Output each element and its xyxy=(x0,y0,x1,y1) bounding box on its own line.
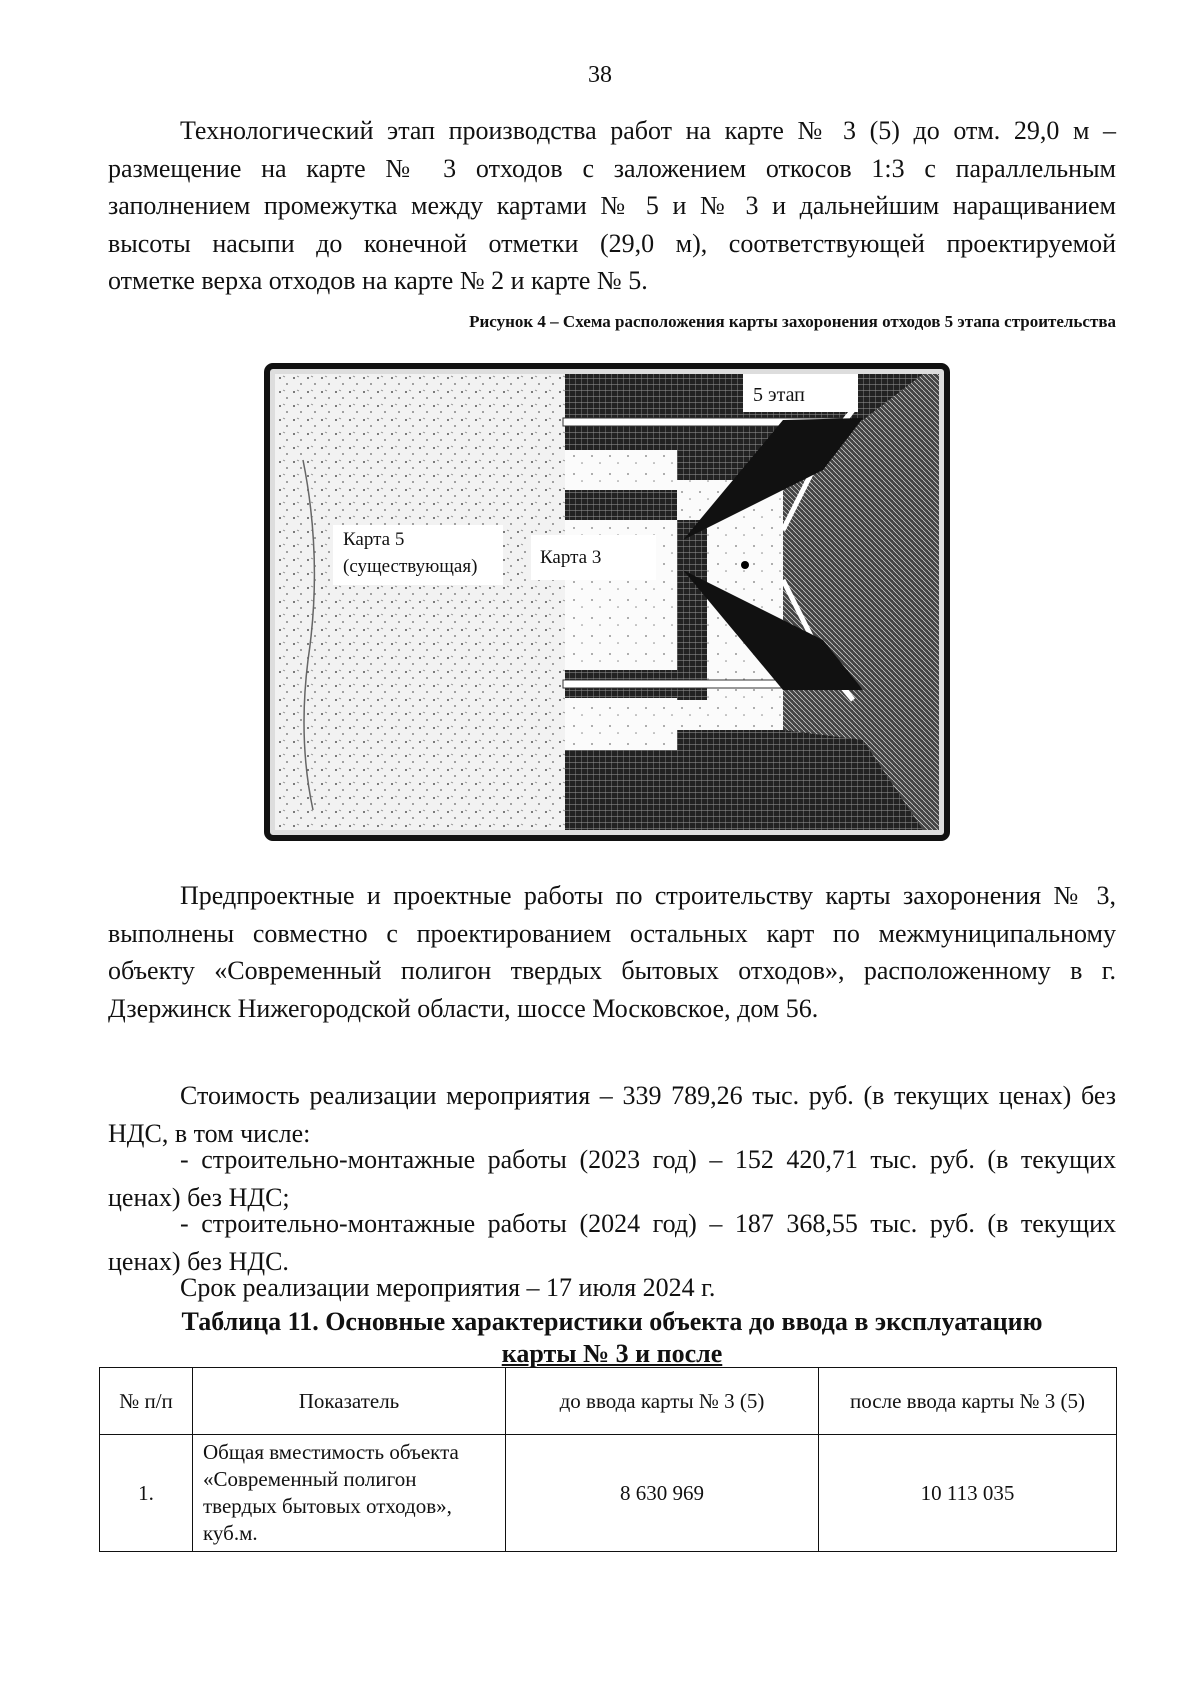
table-row xyxy=(100,1435,1117,1552)
intro-line: Технологический этап производства работ на карте № 3 (5) до отм. 29,0 м – xyxy=(180,116,1116,145)
intro-paragraph xyxy=(108,112,1116,300)
table-header-row xyxy=(100,1368,1117,1435)
label-stage5: 5 этап xyxy=(753,384,805,406)
header-before: до ввода карты № 3 (5) xyxy=(506,1368,819,1435)
intro-line: заполнением промежутка между картами № 5 и № 3 и дальнейшим наращиванием xyxy=(108,191,1116,220)
table-caption-line2: карты № 3 и после xyxy=(501,1339,723,1368)
header-after: после ввода карты № 3 (5) xyxy=(819,1368,1117,1435)
cell-before: 8 630 969 xyxy=(506,1435,819,1552)
characteristics-table xyxy=(99,1367,1117,1552)
header-num: № п/п xyxy=(100,1368,193,1435)
map5-area xyxy=(275,374,565,830)
deadline-paragraph: Срок реализации мероприятия – 17 июля 2024 г. xyxy=(180,1273,716,1302)
cell-indicator xyxy=(193,1435,506,1552)
label-map5-line1: Карта 5 xyxy=(343,529,405,550)
page-number: 38 xyxy=(588,62,612,88)
cell-after: 10 113 035 xyxy=(819,1435,1117,1552)
indicator-line: Общая вместимость объекта xyxy=(203,1440,459,1464)
site-scheme-figure xyxy=(263,360,955,848)
cost-item-2024: - строительно-монтажные работы (2024 год) – 187 368,55 тыс. руб. (в текущих ценах) без НДС. xyxy=(108,1209,1116,1276)
marker-dot xyxy=(741,561,749,569)
cost-paragraph: Стоимость реализации мероприятия – 339 789,26 тыс. руб. (в текущих ценах) без НДС, в том числе: xyxy=(108,1081,1116,1148)
cell-num: 1. xyxy=(100,1435,193,1552)
indicator-line: твердых бытовых отходов», xyxy=(203,1494,452,1518)
table-caption xyxy=(108,1306,1116,1370)
table-caption-line1: Таблица 11. Основные характеристики объекта до ввода в эксплуатацию xyxy=(181,1307,1043,1336)
indicator-line: «Современный полигон xyxy=(203,1467,417,1491)
map3-band xyxy=(565,490,677,520)
figure-caption: Рисунок 4 – Схема расположения карты захоронения отходов 5 этапа строительства xyxy=(469,312,1116,331)
header-indicator: Показатель xyxy=(193,1368,506,1435)
label-map3: Карта 3 xyxy=(540,547,602,568)
intro-line: отметке верха отходов на карте № 2 и карте № 5. xyxy=(108,266,648,295)
intro-line: размещение на карте № 3 отходов с заложением откосов 1:3 с параллельным xyxy=(108,153,1116,183)
cost-item-2023: - строительно-монтажные работы (2023 год) – 152 420,71 тыс. руб. (в текущих ценах) без НДС; xyxy=(108,1145,1116,1212)
stage5-band xyxy=(677,520,707,700)
label-map5-line2: (существующая) xyxy=(343,556,478,577)
pre-project-paragraph: Предпроектные и проектные работы по строительству карты захоронения № 3, выполнены совместно с проектированием остальных карт по межмуниципальному объекту «Современный полигон твердых бытовых отходов», расположенному в г. Дзержинск Нижегородской области, шоссе Московское, дом 56. xyxy=(108,881,1116,1023)
intro-line: высоты насыпи до конечной отметки (29,0 м), соответствующей проектируемой xyxy=(108,228,1116,258)
indicator-line: куб.м. xyxy=(203,1521,258,1545)
